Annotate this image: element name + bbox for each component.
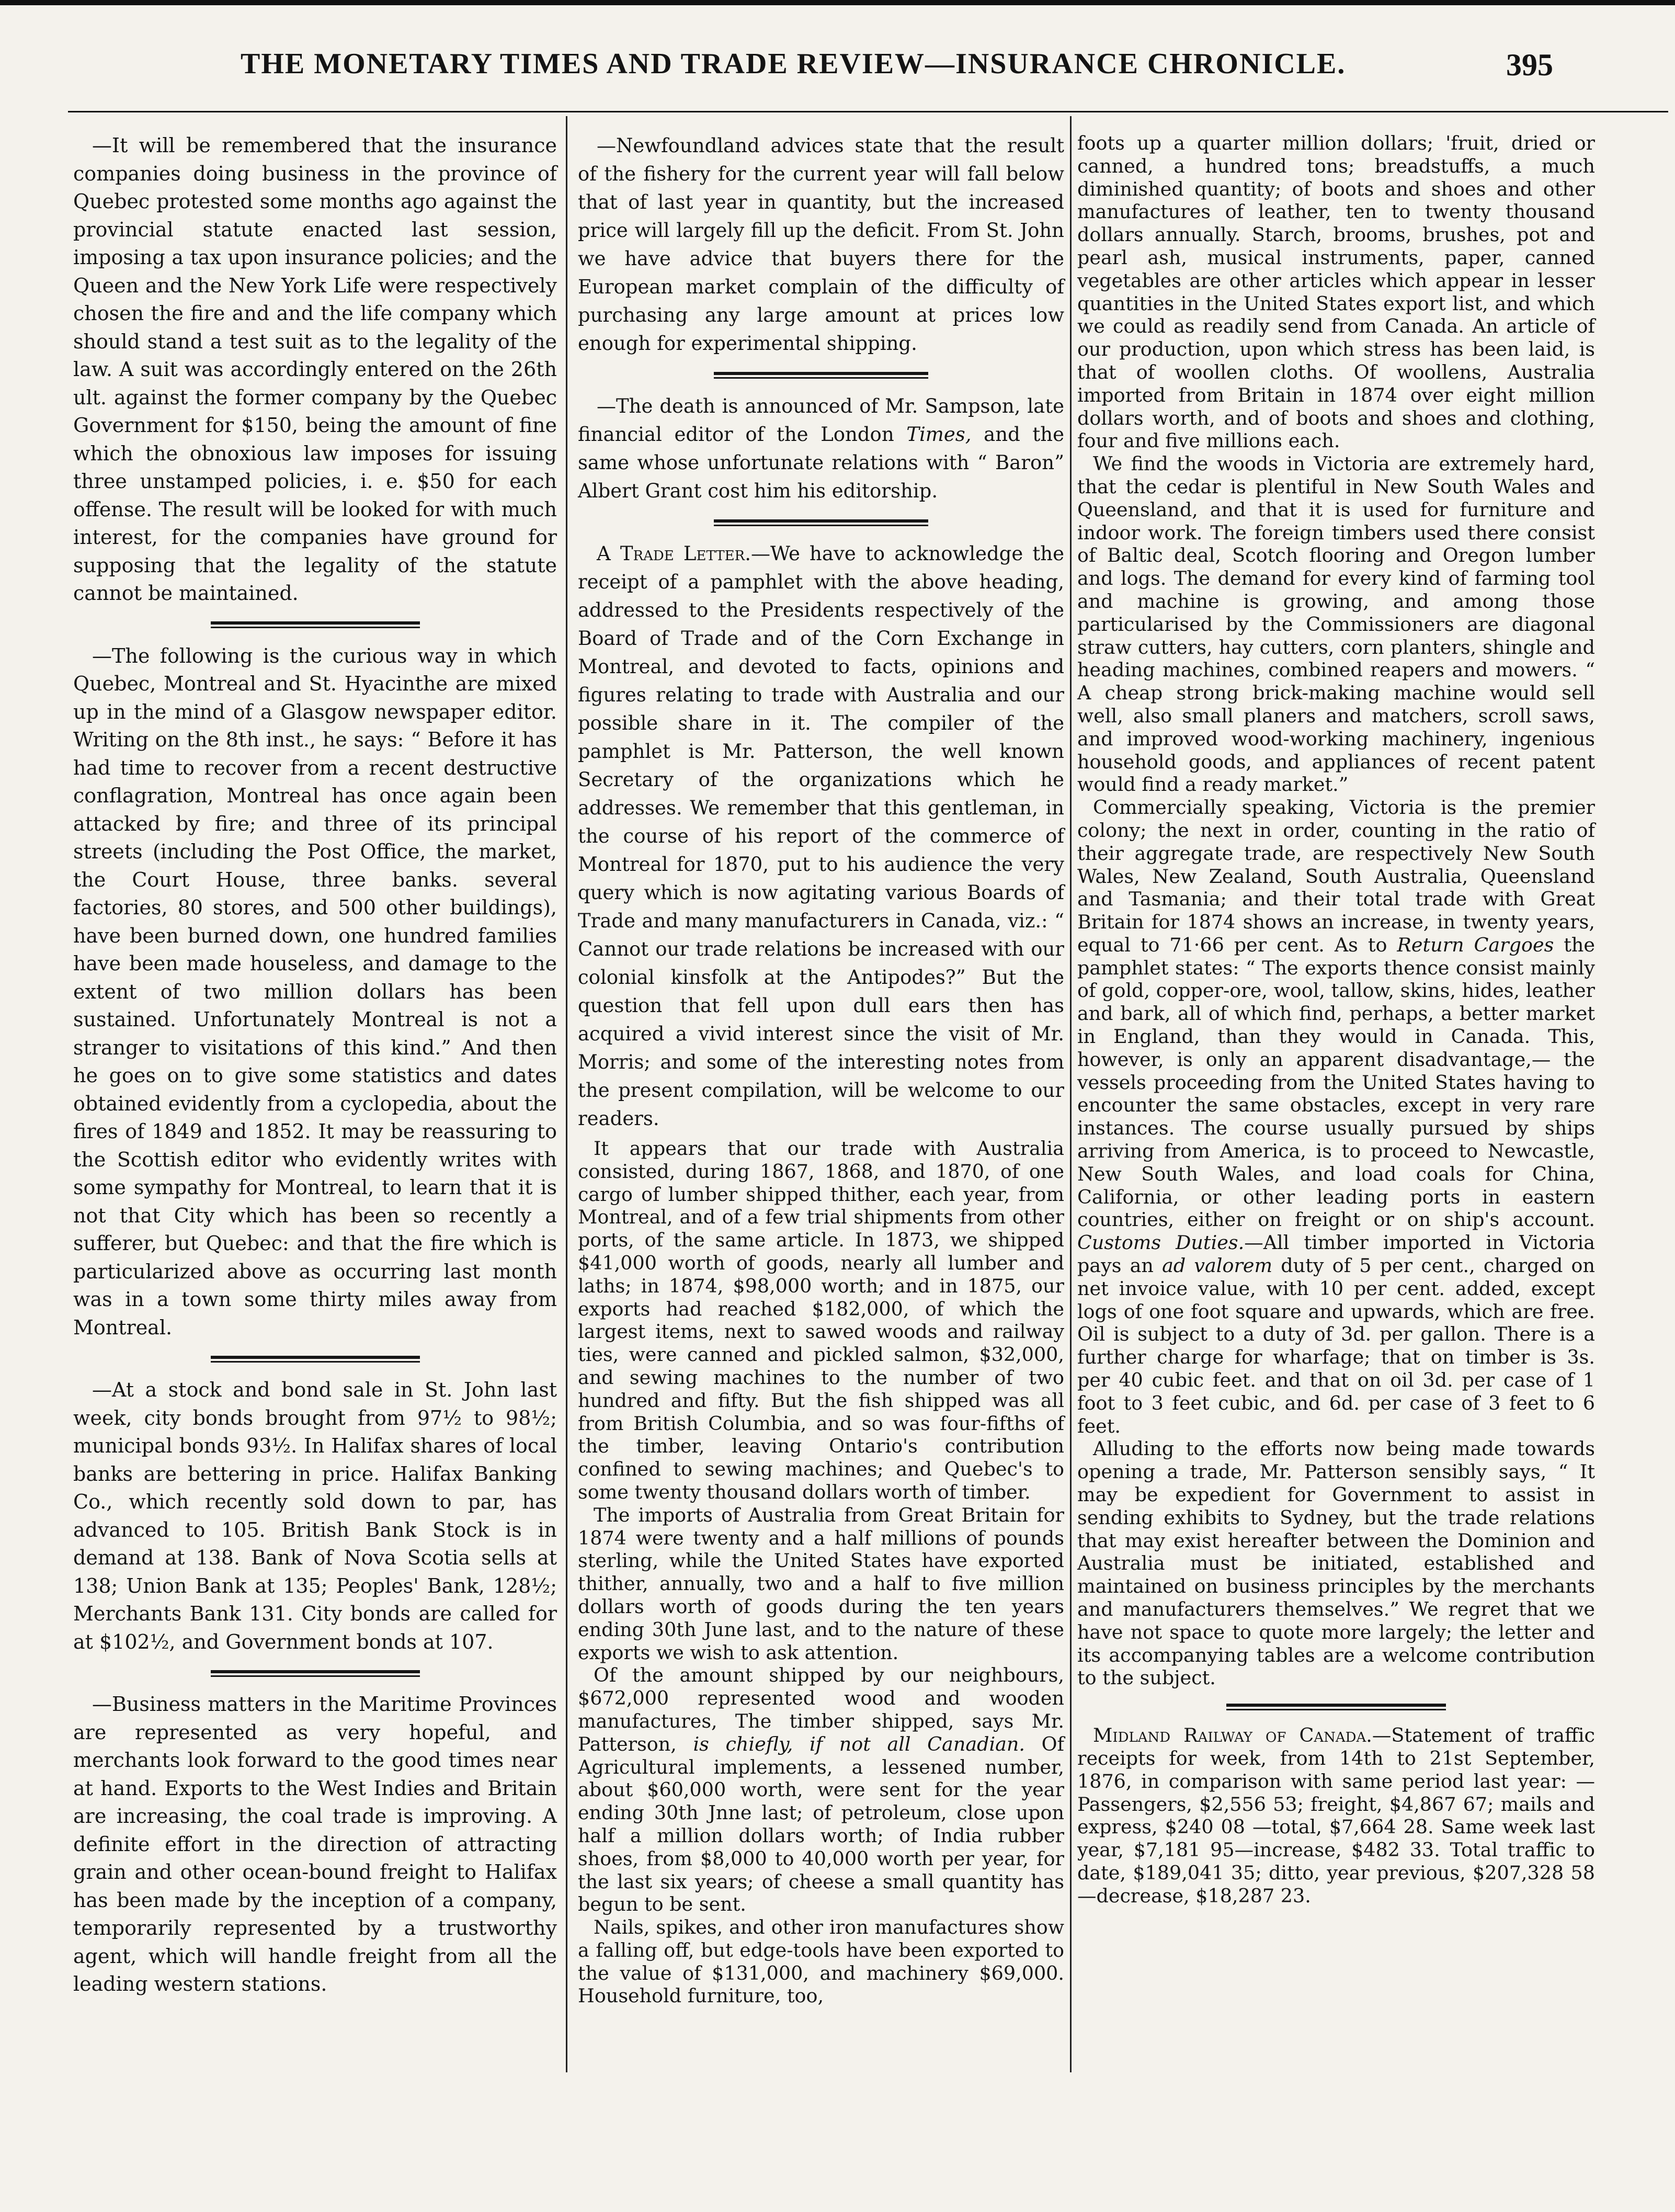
commercial-text-3: —All timber imported in Victoria pays an xyxy=(1077,1231,1595,1277)
trade-letter-heading: A Trade Letter. xyxy=(597,542,751,565)
commercial-text-4: duty of 5 per cent., charged on net invoice value, with 10 per cent. added, except logs of one foot square and upwards, which are free. Oil is subject to a duty of 3d. per gallon. There is a further charge for wharfage; that on timber is 3s. per 40 cubic feet. and that on oil 3d. per case of 1 foot to 3 feet cubic, and 6d. per case of 3 feet to 6 feet. xyxy=(1077,1254,1596,1437)
maritime-provinces-article: —Business matters in the Maritime Provinces are represented as very hopeful, and merchants look forward to the good times near at hand. Exports to the West Indies and Britain are increasing, the coal trade is improving. A definite effort in the direction of attracting grain and other ocean-bound freight to Halifax has been made by the inception of a company, temporarily represented by a trustworthy agent, which will handle freight from all the leading western stations. xyxy=(73,1693,557,1995)
column-1 xyxy=(73,132,557,1999)
section-separator xyxy=(1077,1689,1595,1724)
commercial-text-1: Commercially speaking, Victoria is the premier colony; the next in order, counting in the ratio of their aggregate trade, are respectively New South Wales, New Zealand, South Australia, Queensland and Tasmania; and their total trade with Great Britain for 1874 shows an increase, in twenty years, equal to 71·66 per cent. As to xyxy=(1077,796,1595,956)
column-3 xyxy=(1077,132,1595,1908)
neighbours-text-2: Of Agricultural implements, a lessened number, about $60,000 worth, were sent for the year ending 30th Jnne last; of petroleum, close upon half a million dollars worth; of India rubber shoes, from $8,000 to 40,000 worth per year, for the last six years; of cheese a small quantity has begun to be sent. xyxy=(578,1732,1065,1916)
column-divider-1 xyxy=(566,116,567,2072)
midland-railway-heading: Midland Railway of Canada. xyxy=(1093,1724,1372,1747)
victoria-woods-paragraph: We find the woods in Victoria are extremely hard, that the cedar is plentiful in New South Wales and Queensland, and that it is used for furniture and indoor work. The foreign timbers used there consist of Baltic deal, Scotch flooring and Oregon lumber and logs. The demand for every kind of farming tool and machine is growing, and among those particularised by the Commissioners are diagonal straw cutters, hay cutters, corn planters, shingle and heading machines, combined reapers and mowers. “ A cheap strong brick-making machine would sell well, also small planers and matchers, scroll saws, and improved wood-working machinery, ingenious household goods, and appliances of recent patent would find a ready market.” xyxy=(1077,452,1595,796)
customs-duties-italic: Customs Duties. xyxy=(1077,1231,1245,1254)
trade-letter-article xyxy=(578,540,1064,1133)
australia-trade-paragraph: It appears that our trade with Australia consisted, during 1867, 1868, and 1870, of one cargo of lumber shipped thither, each year, from Montreal, and of a few trial shipments from other ports, of the same article. In 1873, we shipped $41,000 worth of goods, nearly all lumber and laths; in 1874, $98,000 worth; and in 1875, our exports had reached $182,000, of which the largest items, next to sawed woods and railway ties, were canned and pickled salmon, $32,000, and sewing machines to the number of two hundred and fifty. But the fish shipped was all from British Columbia, and so was four-fifths of the timber, leaving Ontario's contribution confined to sewing machines; and Quebec's to some twenty thousand dollars worth of timber. xyxy=(578,1137,1064,1503)
top-border-rule xyxy=(0,0,1675,5)
section-separator xyxy=(73,608,557,642)
sampson-text-2: and the same whose unfortunate relations with “ Baron” Albert Grant cost him his editorship. xyxy=(578,423,1064,502)
ad-valorem-italic: ad valorem xyxy=(1162,1254,1273,1277)
neighbours-text-1: Of the amount shipped by our neighbours, $672,000 represented wood and wooden manufactures, The timber shipped, says Mr. Patterson, xyxy=(578,1664,1064,1755)
alluding-efforts-paragraph: Alluding to the efforts now being made towards opening a trade, Mr. Patterson sensibly says, “ It may be expedient for Government to assist in sending exhibits to Sydney, but the trade relations that may exist hereafter between the Dominion and Australia must be initiated, established and maintained on business principles by the merchants and manufacturers themselves.” We regret that we have not space to quote more largely; the letter and its accompanying tables are a welcome contribution to the subject. xyxy=(1077,1437,1595,1689)
glasgow-editor-article: —The following is the curious way in which Quebec, Montreal and St. Hyacinthe are mixed up in the mind of a Glasgow newspaper editor. Writing on the 8th inst., he says: “ Before it has had time to recover from a recent destructive conflagration, Montreal has once again been attacked by fire; and three of its principal streets (including the Post Office, the market, the Court House, three banks. several factories, 80 stores, and 500 other buildings), have been burned down, one hundred families have been made houseless, and damage to the extent of two million dollars has been sustained. Unfortunately Montreal is not a stranger to visitations of this kind.” And then he goes on to give some statistics and dates obtained evidently from a cyclopedia, about the fires of 1849 and 1852. It may be reassuring to the Scottish editor who evidently writes with some sympathy for Montreal, to learn that it is not that City which has been so recently a sufferer, but Quebec: and that the fire which is particularized above as occurring last month was in a town some thirty miles away from Montreal. xyxy=(73,644,557,1339)
sampson-text-1: —The death is announced of Mr. Sampson, late financial editor of the London xyxy=(578,395,1064,446)
exports-continued-paragraph: foots up a quarter million dollars; 'fruit, dried or canned, a hundred tons; breadstuffs, a much diminished quantity; of boots and shoes and other manufactures of leather, ten to twenty thousand dollars annually. Starch, brooms, brushes, pot and pearl ash, musical instruments, paper, canned vegetables are other articles which appear in lesser quantities in the United States export list, and which we could as readily send from Canada. An article of our production, upon which stress has been laid, is that of woollen cloths. Of woollens, Australia imported from Britain in 1874 over eight million dollars worth, and of boots and shoes and clothing, four and five millions each. xyxy=(1077,132,1595,452)
commercial-text-2: the pamphlet states: “ The exports thence consist mainly of gold, copper-ore, wool, tallow, skins, hides, leather and bark, all of which find, perhaps, a better market in England, than they would in Canada. This, however, is only an apparent disadvantage,— the vessels proceeding from the United States having to encounter the same obstacles, except in very rare instances. The course usually pursued by ships arriving from America, is to proceed to Newcastle, New South Wales, and load coals for China, California, or other leading ports in eastern countries, either on freight or on ship's account. xyxy=(1077,933,1595,1231)
insurance-tax-article: —It will be remembered that the insurance companies doing business in the province of Quebec protested some months ago against the provincial statute enacted last session, imposing a tax upon insurance policies; and the Queen and the New York Life were respectively chosen the fire and and the life company which should stand a test suit as to the legality of the law. A suit was accordingly entered on the 26th ult. against the former company by the Quebec Government for $150, being the amount of fine which the obnoxious law imposes for issuing three unstamped policies, i. e. $50 for each offense. The result will be looked for with much interest, for the companies have ground for supposing that the legality of the statute cannot be maintained. xyxy=(73,134,557,605)
page-title: THE MONETARY TIMES AND TRADE REVIEW—INSURANCE CHRONICLE. xyxy=(241,48,1346,80)
neighbours-shipments-paragraph xyxy=(578,1664,1064,1916)
page-number: 395 xyxy=(1506,48,1553,82)
return-cargoes-italic: Return Cargoes xyxy=(1397,933,1554,956)
page-header xyxy=(241,47,1653,105)
midland-railway-text: —Statement of traffic receipts for week, from 14th to 21st September, 1876, in comparison with same period last year: — Passengers, $2,556 53; freight, $4,867 67; mails and express, $240 08 —total, $7,664 28. Same week last year, $7,181 95—increase, $482 33. Total traffic to date, $189,041 35; ditto, year previous, $207,328 58—decrease, $18,287 23. xyxy=(1077,1724,1595,1907)
times-italic: Times, xyxy=(906,423,972,446)
column-divider-2 xyxy=(1070,116,1072,2072)
iron-manufactures-paragraph: Nails, spikes, and other iron manufactures show a falling off, but edge-tools have been exported to the value of $131,000, and machinery $69,000. Household furniture, too, xyxy=(578,1916,1064,2007)
newfoundland-article: —Newfoundland advices state that the result of the fishery for the current year will fall below that of last year in quantity, but the increased price will largely fill up the deficit. From St. John we have advice that buyers there for the European market complain of the difficulty of purchasing any large amount at prices low enough for experimental shipping. xyxy=(578,134,1064,355)
section-separator xyxy=(578,358,1064,392)
section-separator xyxy=(73,1342,557,1376)
canadian-italic: is chiefly, if not all Canadian. xyxy=(693,1732,1025,1755)
commercially-speaking-paragraph xyxy=(1077,796,1595,1437)
midland-railway-article xyxy=(1077,1724,1595,1907)
section-separator xyxy=(73,1656,557,1691)
stock-bond-sale-article: —At a stock and bond sale in St. John last week, city bonds brought from 97½ to 98½; municipal bonds 93½. In Halifax shares of local banks are bettering in price. Halifax Banking Co., which recently sold down to par, has advanced to 105. British Bank Stock is in demand at 138. Bank of Nova Scotia sells at 138; Union Bank at 135; Peoples' Bank, 128½; Merchants Bank 131. City bonds are called for at $102½, and Government bonds at 107. xyxy=(73,1378,557,1653)
column-2 xyxy=(578,132,1064,2007)
sampson-death-article xyxy=(578,392,1064,505)
trade-letter-text: —We have to acknowledge the receipt of a pamphlet with the above heading, addressed to the Presidents respectively of the Board of Trade and of the Corn Exchange in Montreal, and devoted to facts, opinions and figures relating to trade with Australia and our possible share in it. The compiler of the pamphlet is Mr. Patterson, the well known Secretary of the organizations which he addresses. We remember that this gentleman, in the course of his report of the commerce of Montreal for 1870, put to his audience the very query which is now agitating various Boards of Trade and many manufacturers in Canada, viz.: “ Cannot our trade relations be increased with our colonial kinsfolk at the Antipodes?” But the question that fell upon dull ears then has acquired a vivid interest since the visit of Mr. Morris; and some of the interesting notes from the present compilation, will be welcome to our readers. xyxy=(578,542,1064,1130)
header-rule xyxy=(68,111,1668,112)
australia-imports-paragraph: The imports of Australia from Great Britain for 1874 were twenty and a half millions of pounds sterling, while the United States have exported thither, annually, two and a half to five million dollars worth of goods during the ten years ending 30th June last, and to the nature of these exports we wish to ask attention. xyxy=(578,1503,1064,1664)
section-separator xyxy=(578,505,1064,540)
